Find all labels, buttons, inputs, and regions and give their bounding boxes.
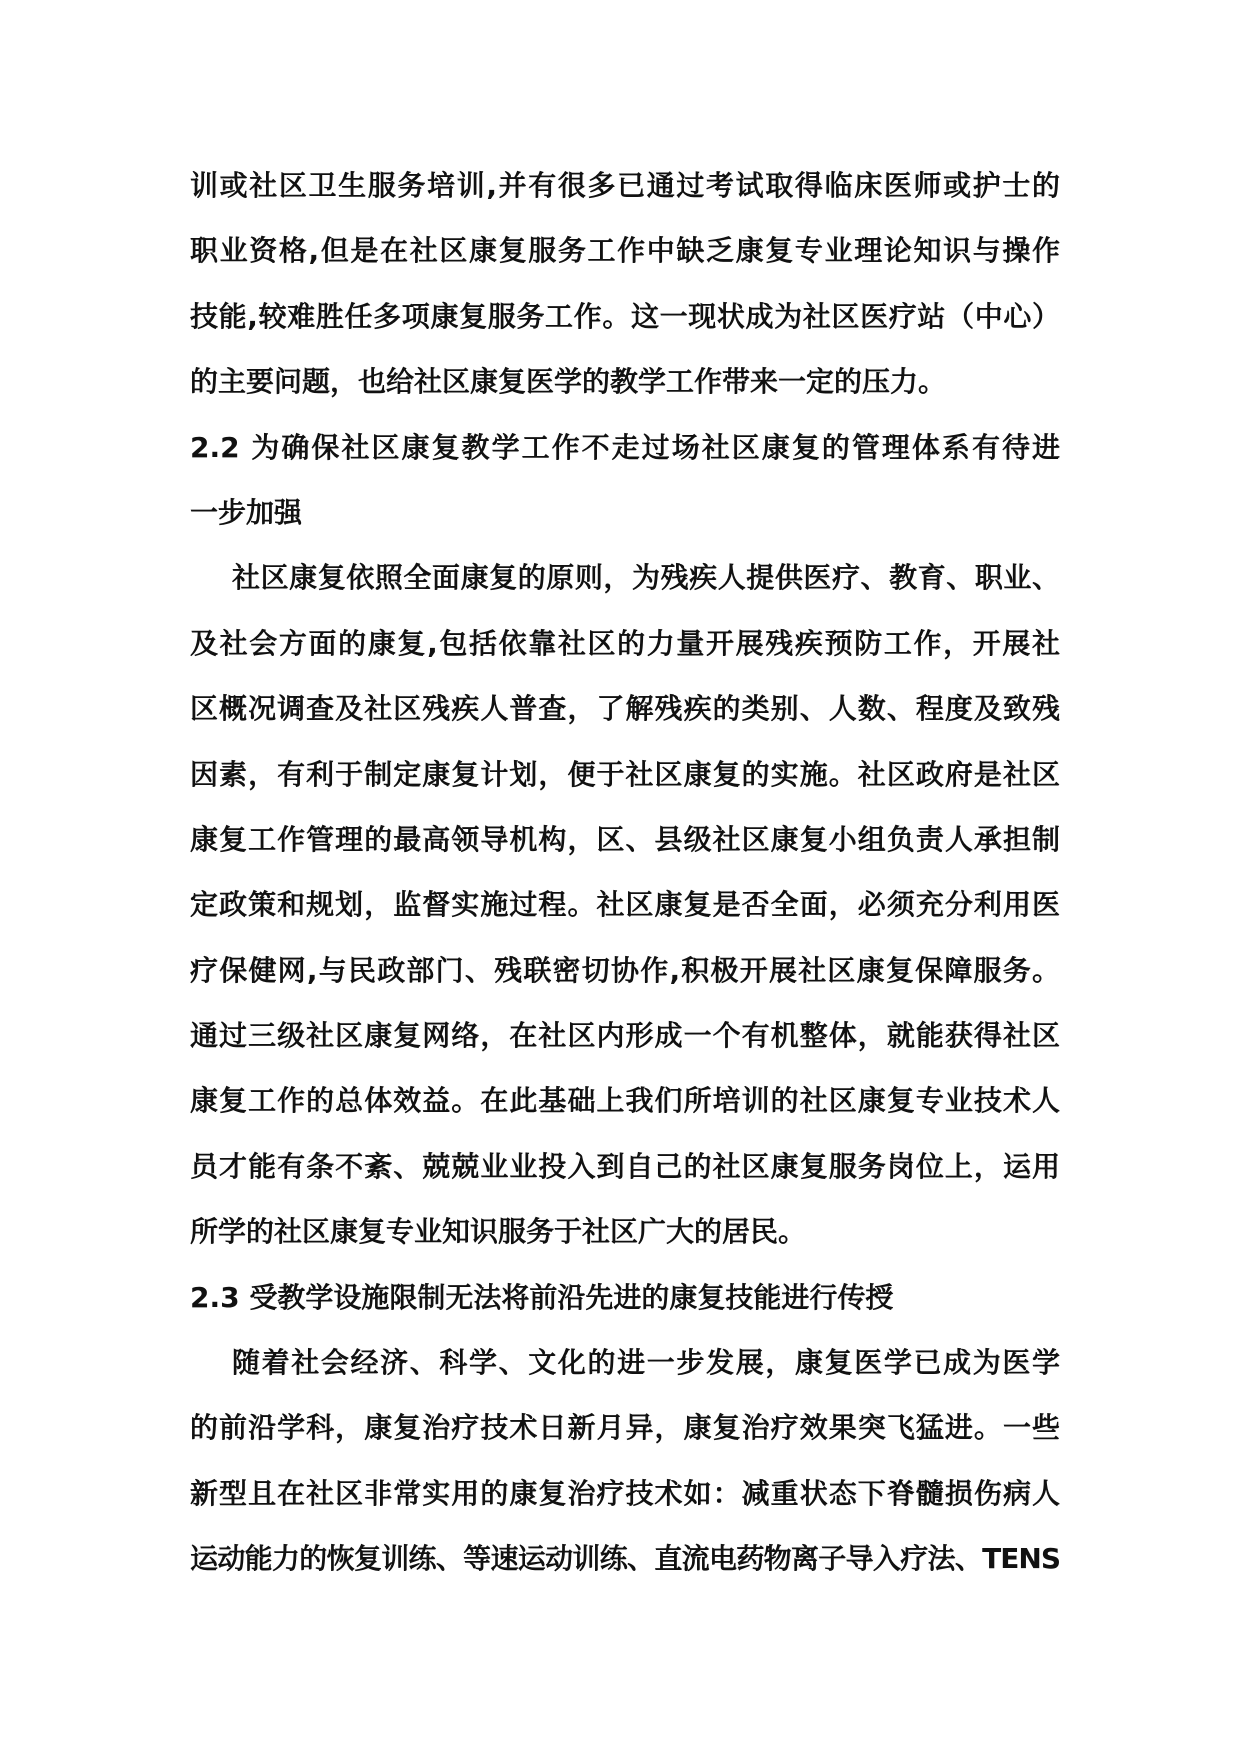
text-line: 区概况调查及社区残疾人普查，了解残疾的类别、人数、程度及致残 xyxy=(190,692,1060,726)
text-line: 的主要问题，也给社区康复医学的教学工作带来一定的压力。 xyxy=(190,365,947,399)
text-line: 康复工作管理的最高领导机构，区、县级社区康复小组负责人承担制 xyxy=(190,822,1060,856)
text-line: 运动能力的恢复训练、等速运动训练、直流电药物离子导入疗法、TENS xyxy=(190,1542,1060,1576)
heading-line: 2.2 为确保社区康复教学工作不走过场社区康复的管理体系有待进 xyxy=(190,430,1060,464)
text-line: 的前沿学科，康复治疗技术日新月异，康复治疗效果突飞猛进。一些 xyxy=(190,1411,1060,1445)
text-line: 技能,较难胜任多项康复服务工作。这一现状成为社区医疗站（中心） xyxy=(190,299,1060,333)
text-line: 所学的社区康复专业知识服务于社区广大的居民。 xyxy=(190,1215,807,1249)
paragraph-continuation xyxy=(190,153,1060,415)
text-line: 及社会方面的康复,包括依靠社区的力量开展残疾预防工作，开展社 xyxy=(190,626,1060,660)
text-line: 社区康复依照全面康复的原则，为残疾人提供医疗、教育、职业、 xyxy=(232,561,1060,595)
section-heading-2-2 xyxy=(190,415,1060,546)
heading-line: 一步加强 xyxy=(190,495,303,529)
paragraph-management xyxy=(190,545,1060,1264)
text-line: 通过三级社区康复网络，在社区内形成一个有机整体，就能获得社区 xyxy=(190,1019,1060,1053)
heading-line: 2.3 受教学设施限制无法将前沿先进的康复技能进行传授 xyxy=(190,1280,894,1314)
text-line: 职业资格,但是在社区康复服务工作中缺乏康复专业理论知识与操作 xyxy=(190,234,1060,268)
text-line: 新型且在社区非常实用的康复治疗技术如：减重状态下脊髓损伤病人 xyxy=(190,1476,1060,1510)
section-heading-2-3 xyxy=(190,1265,1060,1330)
paragraph-facilities xyxy=(190,1330,1060,1592)
text-line: 训或社区卫生服务培训,并有很多已通过考试取得临床医师或护士的 xyxy=(190,169,1060,202)
text-line: 因素，有利于制定康复计划，便于社区康复的实施。社区政府是社区 xyxy=(190,757,1060,791)
text-line: 定政策和规划，监督实施过程。社区康复是否全面，必须充分利用医 xyxy=(190,888,1060,922)
document-text xyxy=(190,153,1060,1592)
text-line: 疗保健网,与民政部门、残联密切协作,积极开展社区康复保障服务。 xyxy=(190,953,1060,987)
text-line: 员才能有条不紊、兢兢业业投入到自己的社区康复服务岗位上，运用 xyxy=(190,1149,1060,1183)
text-line: 康复工作的总体效益。在此基础上我们所培训的社区康复专业技术人 xyxy=(190,1084,1060,1118)
text-line: 随着社会经济、科学、文化的进一步发展，康复医学已成为医学 xyxy=(232,1346,1060,1380)
